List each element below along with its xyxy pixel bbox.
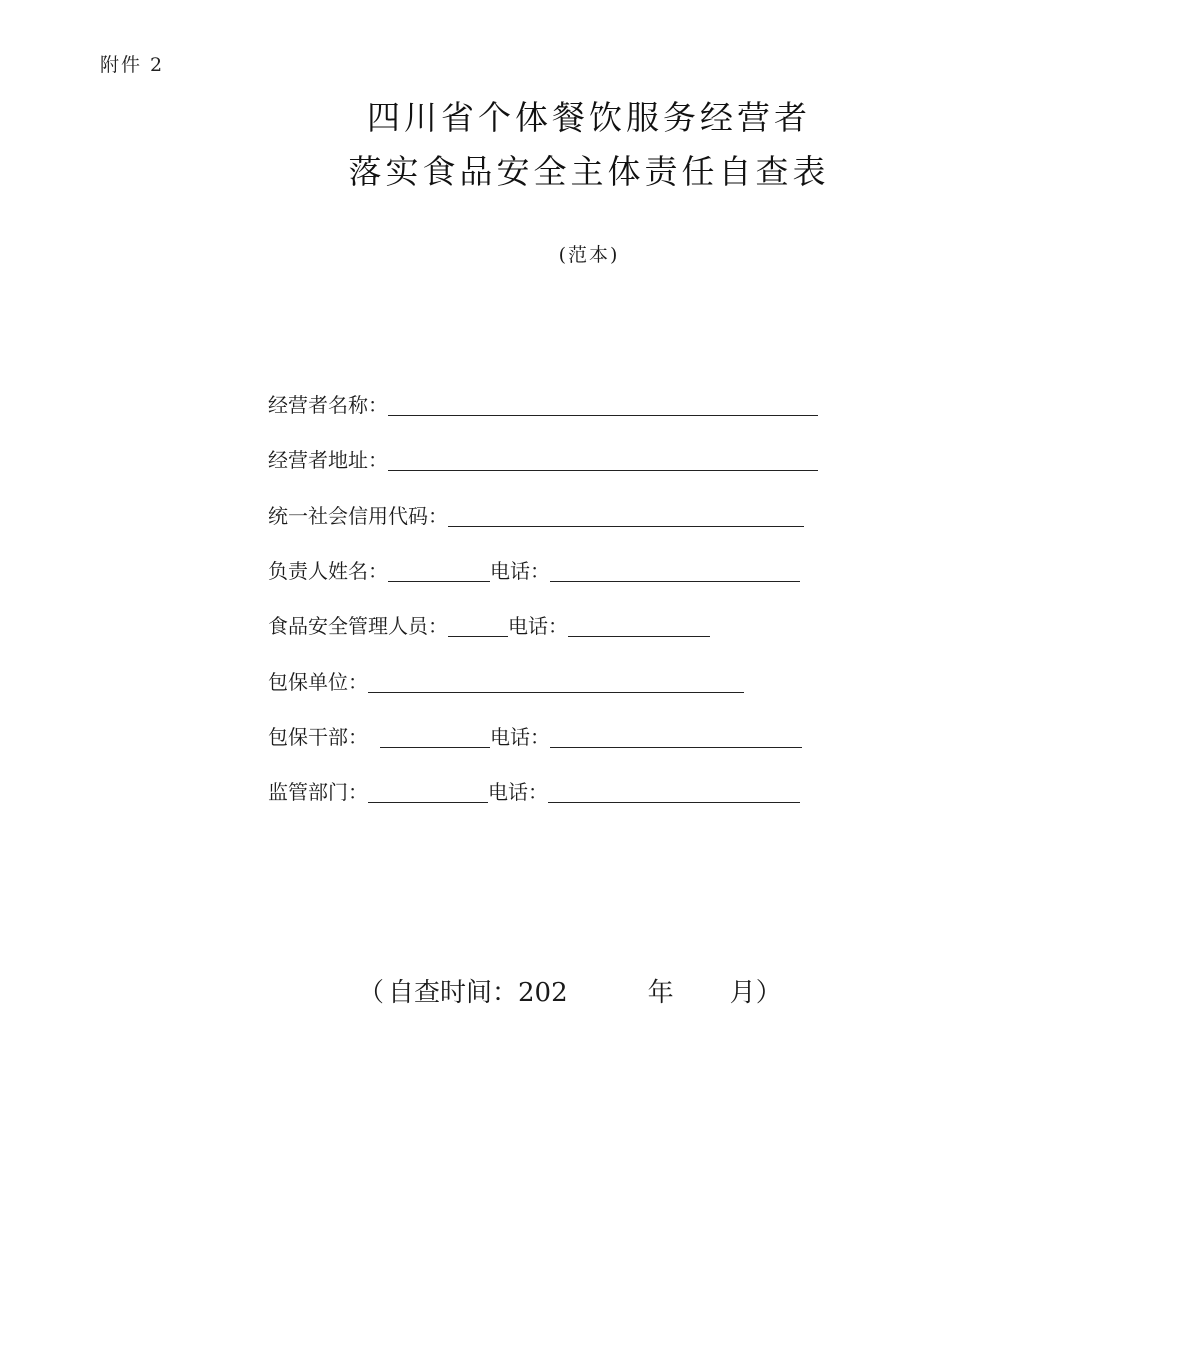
leader-name-field[interactable] xyxy=(388,559,490,582)
selfcheck-month: 月 xyxy=(729,978,756,1008)
operator-name-label: 经营者名称： xyxy=(268,393,388,417)
leader-row xyxy=(268,554,800,584)
supervision-dept-field[interactable] xyxy=(368,780,488,803)
credit-code-label: 统一社会信用代码： xyxy=(268,504,448,528)
safety-manager-phone-field[interactable] xyxy=(568,614,710,637)
leader-phone-label: 电话： xyxy=(490,559,550,583)
template-subtitle: (范本) xyxy=(558,244,620,266)
guarantee-cadre-row xyxy=(268,720,802,750)
supervision-dept-label: 监管部门： xyxy=(268,780,368,804)
operator-address-label: 经营者地址： xyxy=(268,448,388,472)
selfcheck-close-paren: ） xyxy=(755,978,782,1008)
guarantee-unit-field[interactable] xyxy=(368,670,744,693)
supervision-phone-field[interactable] xyxy=(548,780,800,803)
leader-name-label: 负责人姓名： xyxy=(268,559,388,583)
supervision-dept-row xyxy=(268,775,800,805)
document-title-line-2: 落实食品安全主体责任自查表 xyxy=(348,152,830,191)
operator-name-row xyxy=(268,388,818,418)
operator-address-field[interactable] xyxy=(388,448,818,471)
guarantee-unit-row xyxy=(268,665,744,695)
guarantee-cadre-phone-label: 电话： xyxy=(490,725,550,749)
selfcheck-open-paren: （ xyxy=(358,978,385,1008)
safety-manager-row xyxy=(268,609,710,639)
operator-address-row xyxy=(268,443,818,473)
document-title-line-1: 四川省个体餐饮服务经营者 xyxy=(367,98,811,137)
guarantee-unit-label: 包保单位： xyxy=(268,670,368,694)
credit-code-field[interactable] xyxy=(448,504,804,527)
attachment-label: 附件 2 xyxy=(100,54,165,76)
safety-manager-field[interactable] xyxy=(448,614,508,637)
safety-manager-label: 食品安全管理人员： xyxy=(268,614,448,638)
guarantee-cadre-field[interactable] xyxy=(380,725,490,748)
safety-manager-phone-label: 电话： xyxy=(508,614,568,638)
supervision-phone-label: 电话： xyxy=(488,780,548,804)
guarantee-cadre-phone-field[interactable] xyxy=(550,725,802,748)
guarantee-cadre-label: 包保干部： xyxy=(268,725,368,749)
operator-name-field[interactable] xyxy=(388,393,818,416)
leader-phone-field[interactable] xyxy=(550,559,800,582)
selfcheck-time xyxy=(358,972,782,1009)
selfcheck-year: 年 xyxy=(647,978,674,1008)
selfcheck-label: 自查时间：202 xyxy=(388,978,568,1008)
credit-code-row xyxy=(268,499,804,529)
